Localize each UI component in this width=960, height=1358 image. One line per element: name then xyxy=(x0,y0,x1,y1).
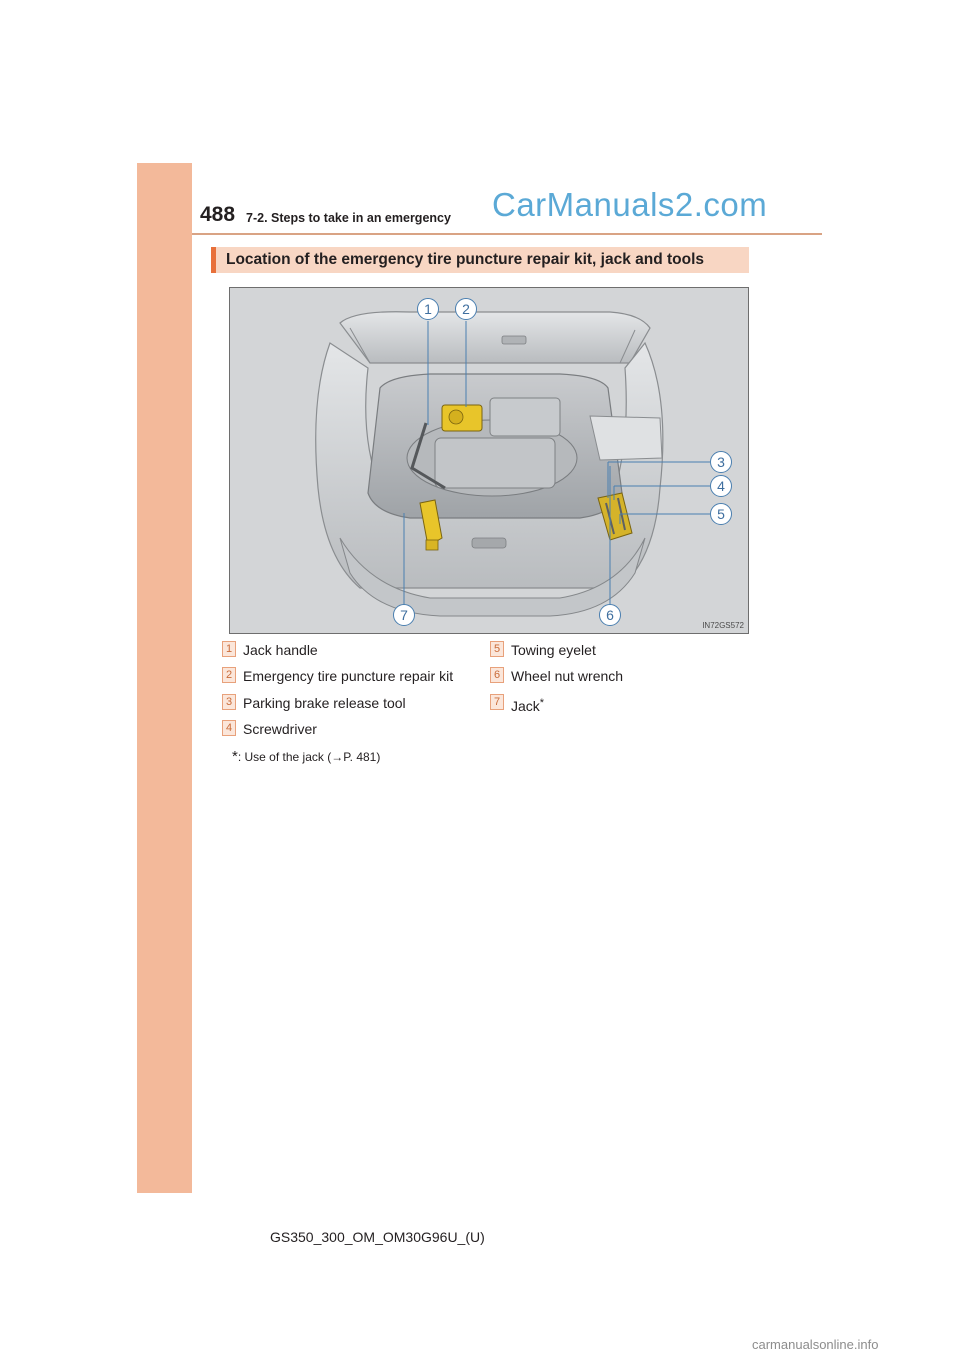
trunk-lid xyxy=(340,312,650,363)
callout-4: 4 xyxy=(710,475,732,497)
legend-label-text: Jack xyxy=(511,698,540,714)
legend-label: Parking brake release tool xyxy=(243,695,406,711)
legend-label: Jack handle xyxy=(243,642,318,658)
watermark-text: CarManuals2.com xyxy=(492,186,768,223)
legend-number: 6 xyxy=(490,667,504,683)
footnote-marker: * xyxy=(232,748,238,765)
callout-6: 6 xyxy=(599,604,621,626)
legend-number: 1 xyxy=(222,641,236,657)
trunk-illustration xyxy=(229,287,749,634)
section-title: Location of the emergency tire puncture repair kit, jack and tools xyxy=(226,251,705,268)
legend-number: 3 xyxy=(222,694,236,710)
header-rule xyxy=(192,233,822,235)
callout-3: 3 xyxy=(710,451,732,473)
callout-1: 1 xyxy=(417,298,439,320)
footnote-marker-superscript: * xyxy=(539,697,545,709)
callout-2: 2 xyxy=(455,298,477,320)
legend-label: Wheel nut wrench xyxy=(511,668,624,684)
legend-label xyxy=(511,694,544,715)
chapter-side-tab xyxy=(137,163,192,1193)
legend-label: Emergency tire puncture repair kit xyxy=(243,668,454,684)
callout-7: 7 xyxy=(393,604,415,626)
legend-number: 2 xyxy=(222,667,236,683)
legend-number: 4 xyxy=(222,720,236,736)
trunk-drawing xyxy=(230,288,748,633)
callout-5: 5 xyxy=(710,503,732,525)
running-head: 7-2. Steps to take in an emergency xyxy=(246,211,451,225)
footnote-text: : Use of the jack (→P. 481) xyxy=(237,750,381,764)
footer-watermark: carmanualsonline.info xyxy=(752,1337,879,1352)
footnote xyxy=(232,748,380,765)
legend-number: 5 xyxy=(490,641,504,657)
figure-code: IN72GS572 xyxy=(702,621,744,630)
document-code: GS350_300_OM_OM30G96U_(U) xyxy=(270,1229,485,1245)
legend-label: Screwdriver xyxy=(243,721,317,737)
page-number: 488 xyxy=(200,203,236,226)
section-title-bar xyxy=(211,247,749,273)
legend-number: 7 xyxy=(490,694,504,710)
legend-label: Towing eyelet xyxy=(511,642,596,658)
